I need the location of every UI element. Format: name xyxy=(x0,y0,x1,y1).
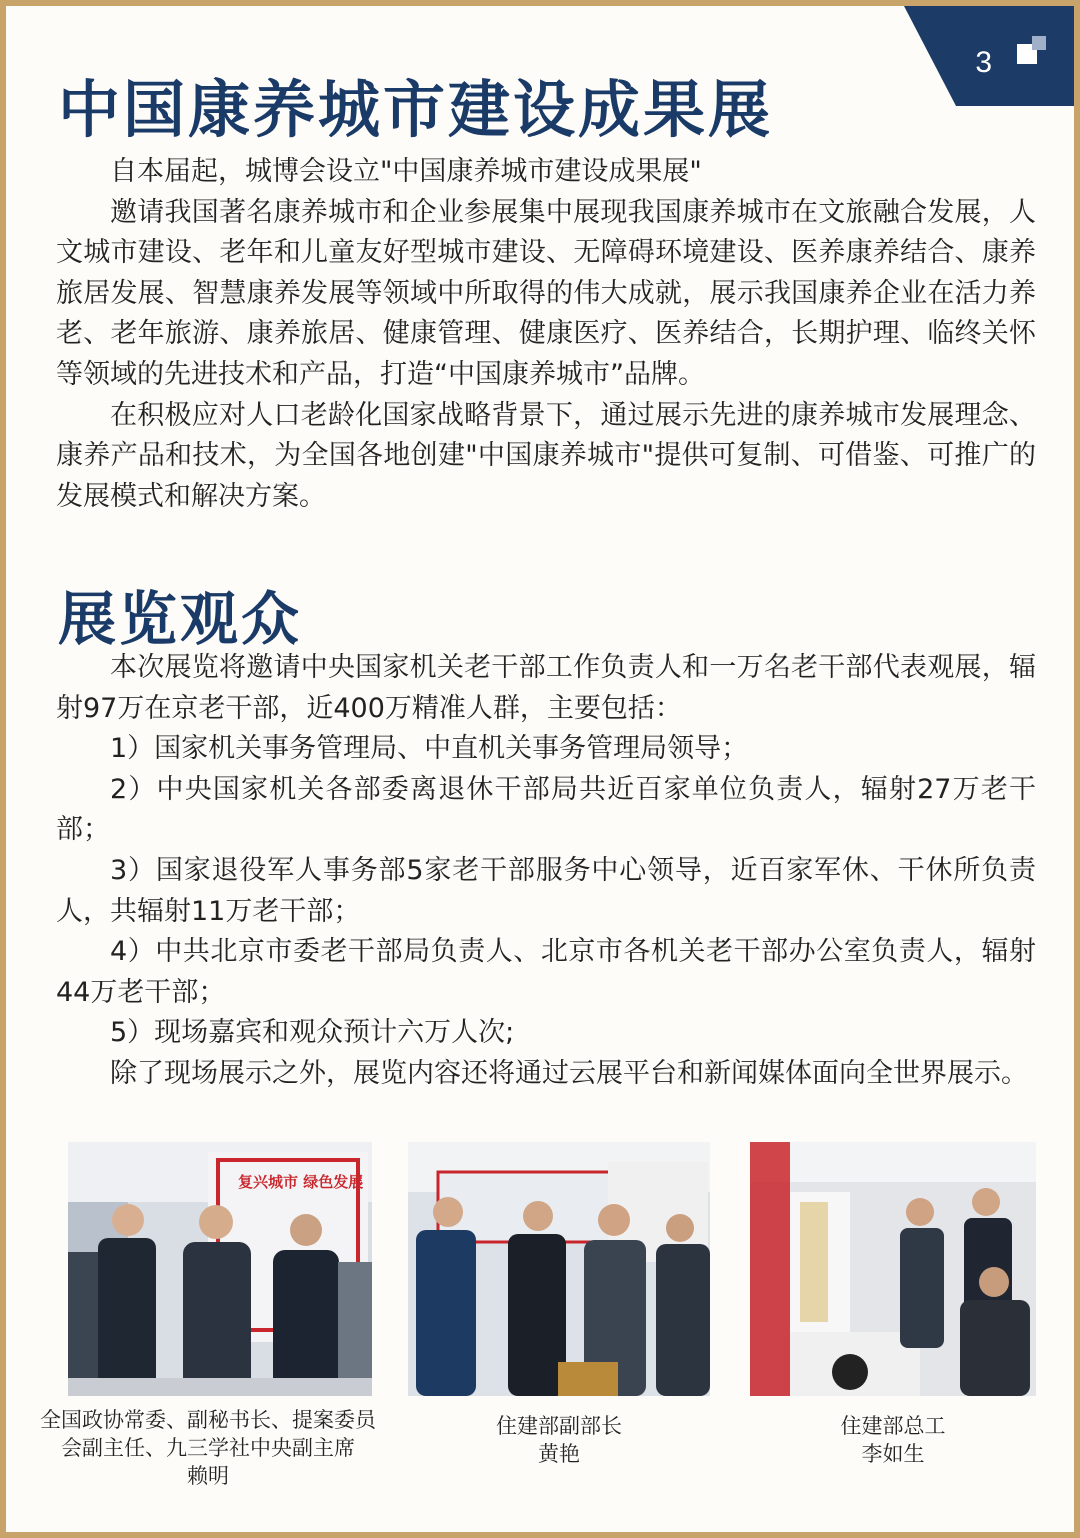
paragraph: 在积极应对人口老龄化国家战略背景下，通过展示先进的康养城市发展理念、康养产品和技术，为全国各地创建"中国康养城市"提供可复制、可借鉴、可推广的发展模式和解决方案。 xyxy=(56,399,1036,512)
paragraph: 邀请我国著名康养城市和企业参展集中展现我国康养城市在文旅融合发展，人文城市建设、老年和儿童友好型城市建设、无障碍环境建设、医养康养结合、康养旅居发展、智慧康养发展等领域中所取得的伟大成就，展示我国康养企业在活力养老、老年旅游、康养旅居、健康管理、健康医疗、医养结合，长期护理、临终关怀等领域的先进技术和产品，打造“中国康养城市”品牌。 xyxy=(56,196,1036,390)
paragraph: 除了现场展示之外，展览内容还将通过云展平台和新闻媒体面向全世界展示。 xyxy=(110,1057,1028,1089)
caption-line: 住建部副部长 xyxy=(496,1414,622,1438)
photo-caption-3 xyxy=(750,1412,1036,1468)
section-title-audience: 展览观众 xyxy=(58,585,303,653)
photo-exhibition-visit-3 xyxy=(750,1142,1036,1396)
caption-line: 全国政协常委、副秘书长、提案委员 xyxy=(40,1408,376,1432)
document-page xyxy=(6,6,1074,1532)
section-body-audience xyxy=(56,648,1036,1095)
page-number: 3 xyxy=(975,46,992,79)
caption-line: 黄艳 xyxy=(538,1442,580,1466)
photo-banner-text: 复兴城市 绿色发展 xyxy=(238,1173,364,1191)
paragraph: 3）国家退役军人事务部5家老干部服务中心领导，近百家军休、干休所负责人，共辐射11万老干部； xyxy=(56,854,1036,927)
section-title-exhibition: 中国康养城市建设成果展 xyxy=(58,73,774,146)
photo-exhibition-visit-1 xyxy=(68,1142,372,1396)
paragraph: 2）中央国家机关各部委离退休干部局共近百家单位负责人，辐射27万老干部； xyxy=(56,773,1036,846)
paragraph: 5）现场嘉宾和观众预计六万人次; xyxy=(110,1017,515,1049)
photo-caption-2 xyxy=(408,1412,710,1468)
photo-caption-1 xyxy=(18,1406,398,1490)
paragraph: 自本届起，城博会设立"中国康养城市建设成果展" xyxy=(110,156,702,187)
photo-exhibition-visit-2 xyxy=(408,1142,710,1396)
caption-line: 李如生 xyxy=(861,1442,925,1466)
paragraph: 本次展览将邀请中央国家机关老干部工作负责人和一万名老干部代表观展，辐射97万在京老干部，近400万精准人群，主要包括： xyxy=(56,652,1036,724)
section-body-exhibition xyxy=(56,152,1036,517)
caption-line: 赖明 xyxy=(187,1464,229,1488)
caption-line: 会副主任、九三学社中央副主席 xyxy=(61,1436,355,1460)
caption-line: 住建部总工 xyxy=(840,1414,946,1438)
paragraph: 1）国家机关事务管理局、中直机关事务管理局领导； xyxy=(110,733,749,765)
paragraph: 4）中共北京市委老干部局负责人、北京市各机关老干部办公室负责人，辐射44万老干部； xyxy=(56,936,1036,1008)
